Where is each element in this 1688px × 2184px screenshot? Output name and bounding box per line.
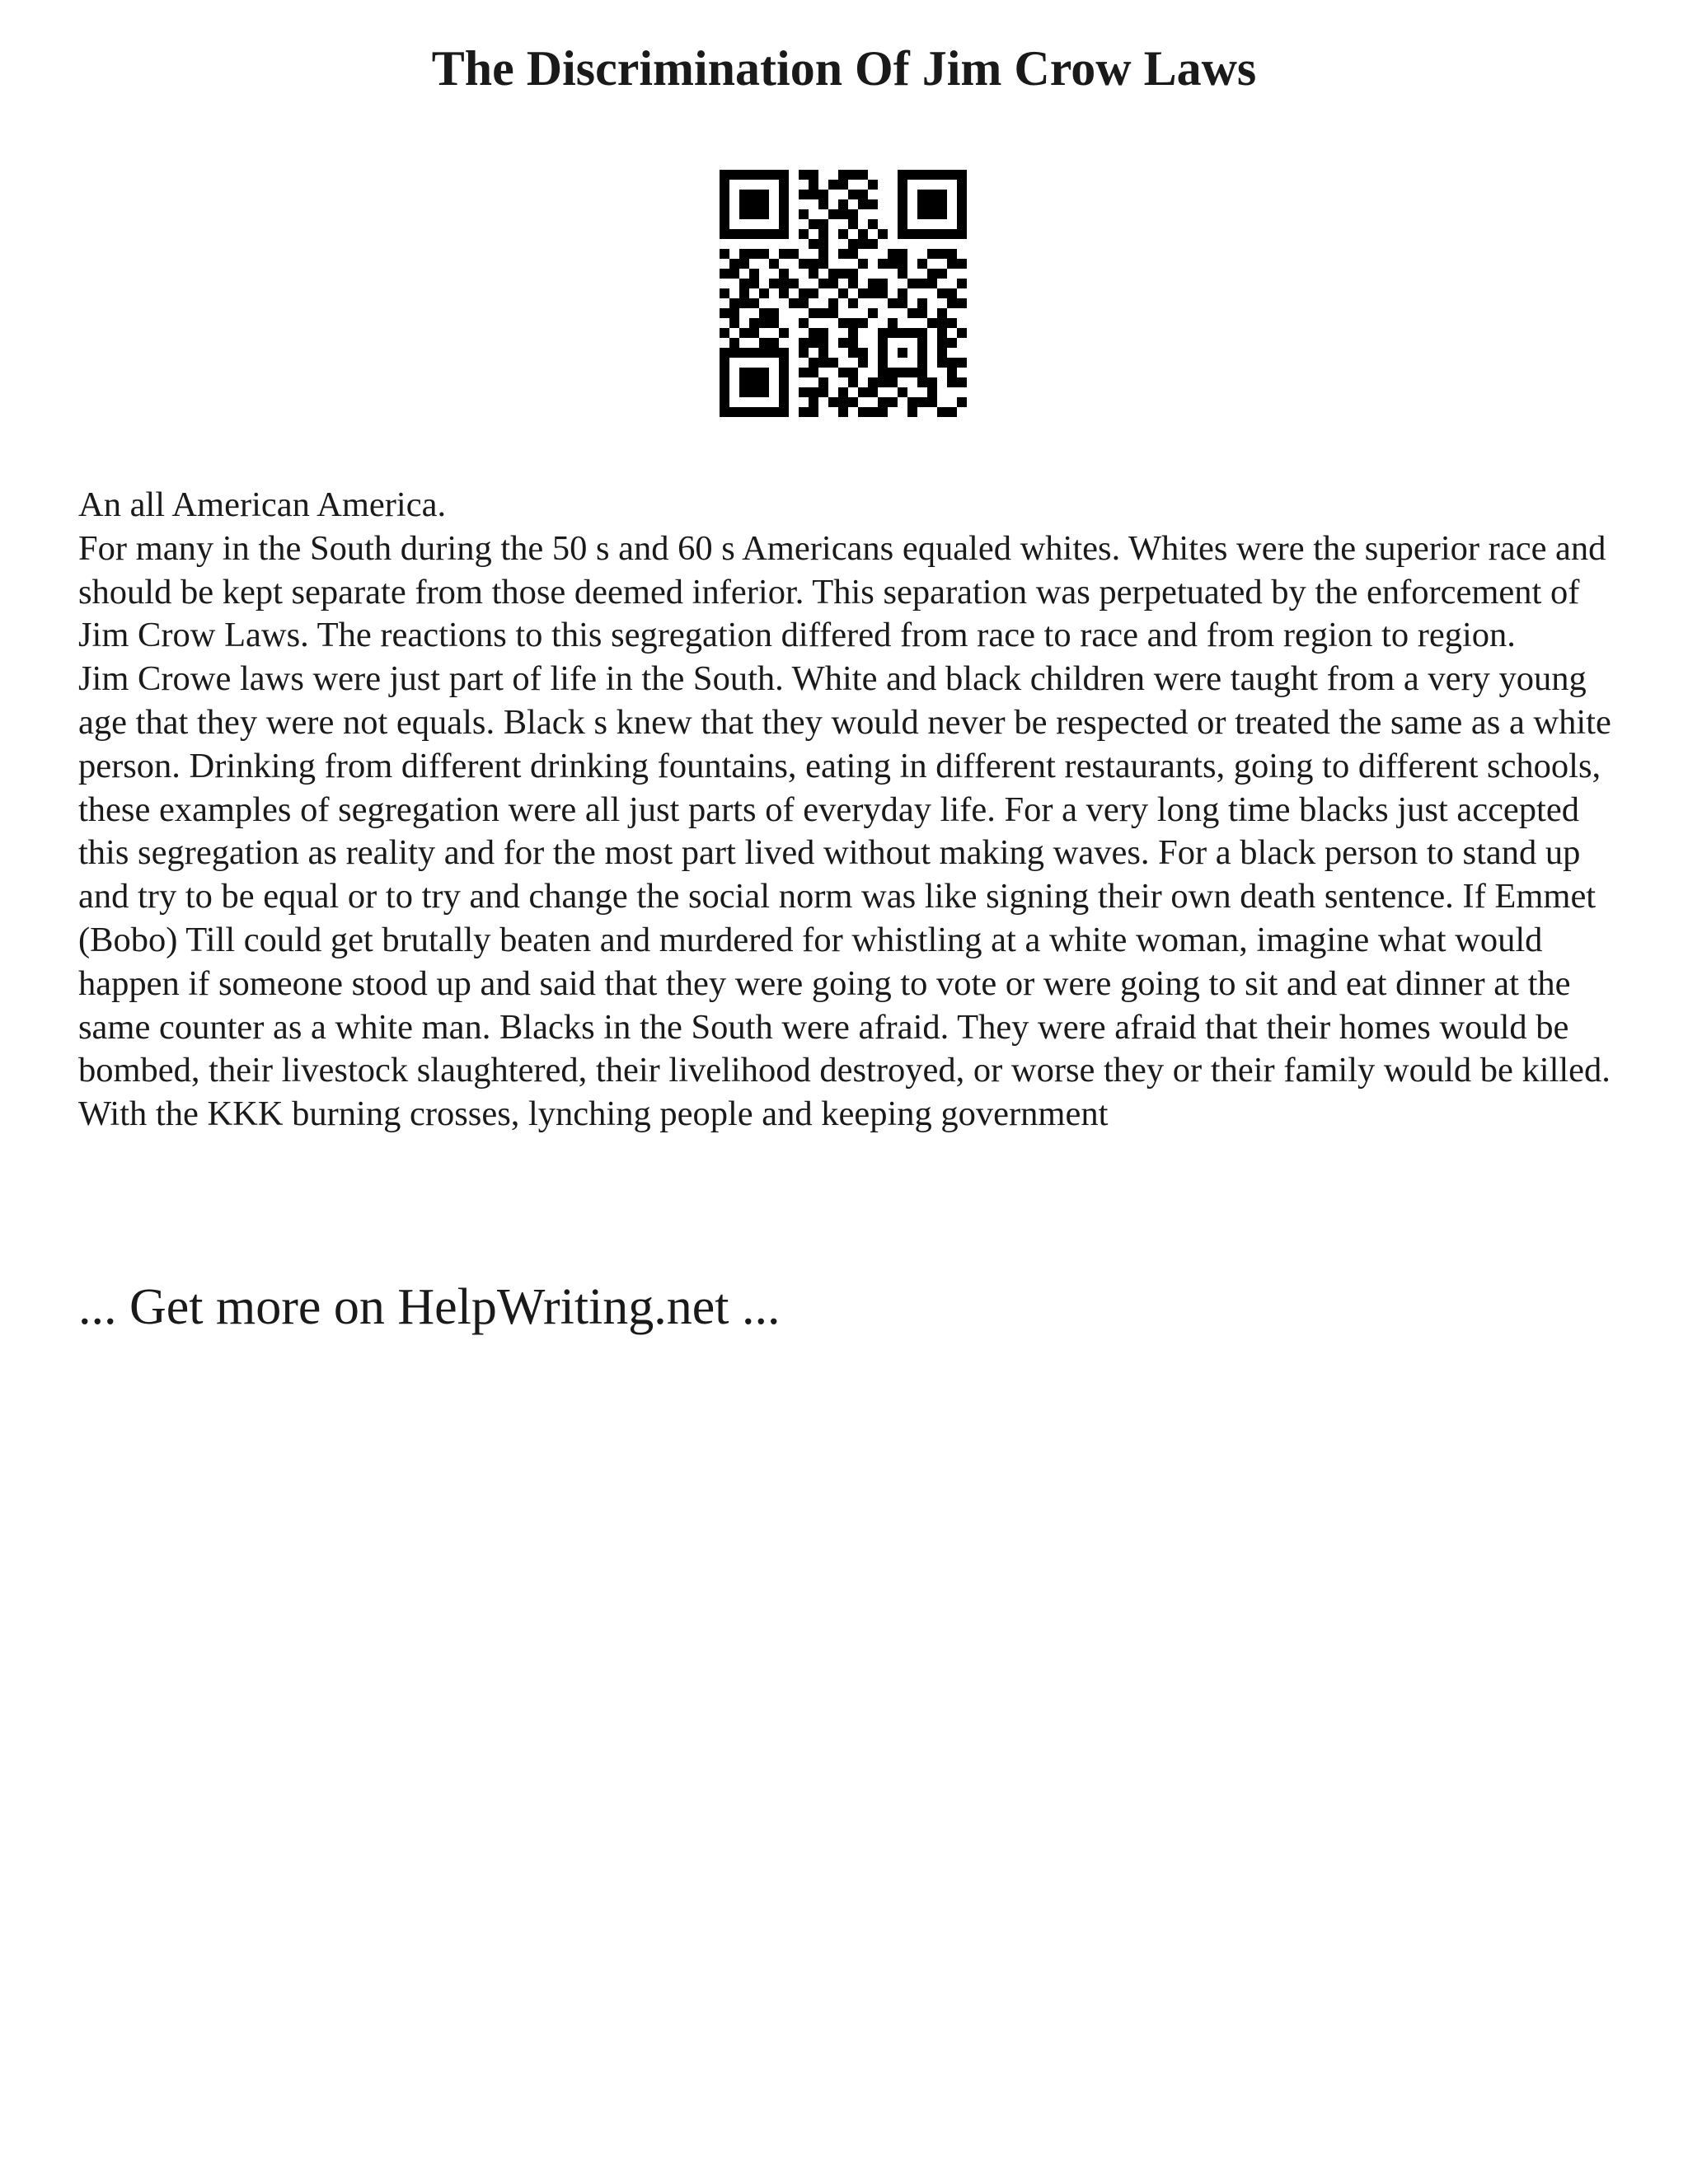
get-more-link[interactable]: ... Get more on HelpWriting.net ... [78, 1279, 781, 1335]
page-title: The Discrimination Of Jim Crow Laws [431, 41, 1257, 96]
article-body [78, 484, 1628, 1137]
paragraph-2: Jim Crowe laws were just part of life in the South. White and black children were taught from a very young age that they were not equals. Black s knew that they would never be respected or treated the same as a white person. Drinking from different drinking fountains, eating in different restaurants, going to different schools, these examples of segregation were all just parts of everyday life. For a very long time blacks just accepted this segregation as reality and for the most part lived without making waves. For a black person to stand up and try to be equal or to try and change the social norm was like signing their own death sentence. If Emmet (Bobo) Till could get brutally beaten and murdered for whistling at a white woman, imagine what would happen if someone stood up and said that they were going to vote or were going to sit and eat dinner at the same counter as a white man. Blacks in the South were afraid. They were afraid that their homes would be bombed, their livestock slaughtered, their livelihood destroyed, or worse they or their family would be killed. With the KKK burning crosses, lynching people and keeping government [78, 659, 1611, 1134]
paragraph-intro: An all American America. [78, 485, 447, 524]
qr-code-icon [720, 170, 967, 417]
paragraph-1: For many in the South during the 50 s and 60 s Americans equaled whites. Whites were the superior race and should be kept separate from those deemed inferior. This separation was perpetuated by the enforcement of Jim Crow Laws. The reactions to this segregation differed from race to race and from region to region. [78, 528, 1606, 655]
